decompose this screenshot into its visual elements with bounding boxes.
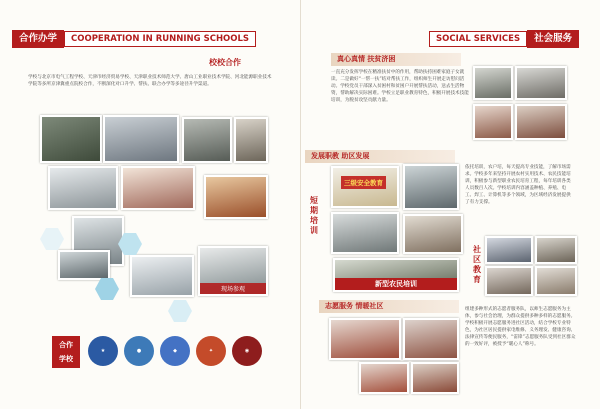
photo-community-1 [485,236,533,264]
social-services-header-cn: 社会服务 [527,30,579,48]
photo-students [58,250,110,280]
hex-decoration [168,300,192,322]
photo-caption: 现场参观 [200,283,266,294]
right-page [300,0,600,409]
social-services-header-en: SOCIAL SERVICES [429,31,527,47]
section-volunteer-title: 志愿服务 情暖社区 [325,302,384,310]
poster-text: 三级安全教育 [341,176,386,189]
hex-decoration [95,278,119,300]
partner-logo-2: ● [124,336,154,366]
cooperation-paragraph: 学校与北京市电气工程学校、天津市经济贸易学校、天津职业技术师范大学、唐山工业职业技术学院、河北能源职业技术学院等多所京津冀重点院校合作，不断深化对口升学、帮扶、联合办学等多途径升学渠道。 [28,75,272,87]
photo-lab-2 [130,255,194,297]
partner-logo-4: ✦ [196,336,226,366]
photo-training-1 [403,164,459,210]
short-training-label: 短期 培训 [310,196,318,235]
photo-community-3 [485,266,533,296]
photo-volunteer-2 [403,318,459,360]
partner-schools-label: 合作 学校 [52,336,80,368]
photo-visit-1 [40,115,102,163]
banner-text: 新型农民培训 [335,278,457,290]
photo-conference [121,166,195,210]
photo-poverty-4 [515,104,567,140]
community-education-label: 社区 教育 [473,245,481,284]
photo-community-2 [535,236,577,264]
photo-signing [204,175,268,219]
section-vocational-bar [305,150,455,163]
photo-volunteer-3 [359,362,409,394]
social-services-header [429,30,579,48]
photo-safety-poster [331,166,399,208]
photo-poverty-3 [473,104,513,140]
photo-training-2 [331,212,399,254]
photo-lab-1 [48,166,118,210]
section-poverty-text: 一直充分发挥学校在精准扶贫中的作用，帮助扶持困难家庭子女就读。二是做好“一帮一扶”结对帮扶工作，组织师生开展走访慰问活动。学校党员干部深入贫困村和贫困户开展帮扶活动，送去生活物资，帮助解决实际困难。学校立足职业教育特色，积极开展技术技能培训，为脱贫攻坚贡献力量。 [331,70,469,103]
photo-meeting-1 [103,115,179,163]
photo-farmer-training [333,258,459,292]
photo-volunteer-1 [329,318,401,360]
photo-volunteer-4 [411,362,459,394]
partner-logo-1: ★ [88,336,118,366]
photo-community-4 [535,266,577,296]
section-poverty-title: 真心真情 扶贫济困 [337,55,396,63]
partner-logo-3: ◆ [160,336,190,366]
school-cooperation-subtitle: 校校合作 [209,58,241,67]
section-volunteer-bar [319,300,459,313]
partner-logo-5: ◉ [232,336,262,366]
photo-poverty-2 [515,66,567,100]
section-poverty-bar [331,53,461,66]
photo-training-3 [403,214,463,254]
photo-visit-2 [198,246,268,296]
hex-decoration [40,228,64,250]
section-volunteer-text: 组建多种形式的志愿者服务队，以师生志愿服务为主体，参与社会治理，为群众提供多种多样的志愿服务。学校积极开展志愿服务进社区活动，结合学校专业特色，为社区居民提供家电维修、义务理发、健康咨询、法律宣传等便民服务，“雷锋”志愿服务队受到社区群众的一致好评，被授予“暖心人”称号。 [465,307,576,347]
photo-poverty-1 [473,66,513,100]
photo-group-1 [182,117,232,163]
section-vocational-title: 发展职教 助区发展 [311,152,370,160]
cooperation-header-en: COOPERATION IN RUNNING SCHOOLS [64,31,256,47]
cooperation-header-cn: 合作办学 [12,30,64,48]
photo-group-2 [234,117,268,163]
section-vocational-text: 依托培训，农户培，每天提高专业技能，了解市场需求。学校多年来坚持开展农村实用技术、农民技能培训，积极参与新型职业农民培育工程，每年培训各类人员数百人次。学校培训内容涵盖种植、养殖、电工、焊工、计算机等多个领域，为区域经济发展提供了有力支撑。 [465,165,571,205]
cooperation-header [12,30,256,48]
